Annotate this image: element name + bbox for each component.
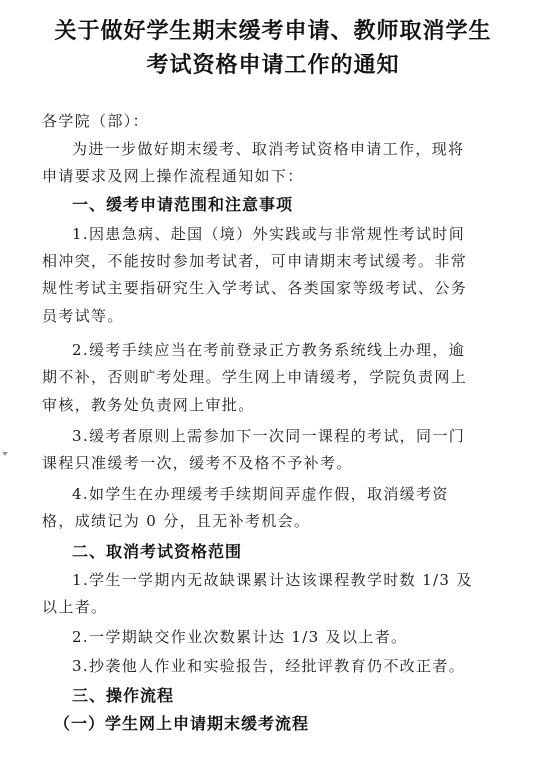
- intro-line: 为进一步做好期末缓考、取消考试资格申请工作，现将: [72, 140, 465, 158]
- subsection-heading: （一）学生网上申请期末缓考流程: [54, 714, 310, 733]
- paragraph-line: 课程只准缓考一次，缓考不及格不予补考。: [42, 454, 353, 472]
- margin-marker-icon: [2, 452, 8, 456]
- paragraph-line: 规性考试主要指研究生入学考试、各类国家等级考试、公务: [42, 279, 468, 297]
- paragraph-line: 2.缓考手续应当在考前登录正方教务系统线上办理，逾: [72, 341, 466, 359]
- paragraph-line: 相冲突，不能按时参加考试者，可申请期末考试缓考。非常: [42, 252, 468, 270]
- document-title-line-2: 考试资格申请工作的通知: [146, 52, 400, 78]
- paragraph-line: 3.缓考者原则上需参加下一次同一课程的考试，同一门: [72, 427, 466, 445]
- document-title-line-1: 关于做好学生期末缓考申请、教师取消学生: [54, 18, 492, 44]
- section-heading-2: 二、取消考试资格范围: [72, 542, 243, 561]
- paragraph-line: 审核，教务处负责网上审批。: [42, 396, 255, 414]
- paragraph-line: 3.抄袭他人作业和实验报告，经批评教育仍不改正者。: [72, 657, 466, 675]
- paragraph-line: 以上者。: [42, 598, 108, 616]
- paragraph-line: 格，成绩记为 0 分，且无补考机会。: [42, 512, 311, 530]
- intro-line: 申请要求及网上操作流程通知如下：: [42, 167, 304, 185]
- paragraph-line: 期不补，否则旷考处理。学生网上申请缓考，学院负责网上: [42, 368, 468, 386]
- salutation: 各学院（部）：: [42, 112, 149, 130]
- paragraph-line: 4.如学生在办理缓考手续期间弄虚作假，取消缓考资: [72, 485, 449, 503]
- paragraph-line: 1.因患急病、赴国（境）外实践或与非常规性考试时间: [72, 225, 466, 243]
- paragraph-line: 员考试等。: [42, 307, 124, 325]
- paragraph-line: 1.学生一学期内无故缺课累计达该课程教学时数 1/3 及: [72, 571, 473, 589]
- section-heading-3: 三、操作流程: [72, 686, 175, 705]
- paragraph-line: 2.一学期缺交作业次数累计达 1/3 及以上者。: [72, 628, 408, 646]
- section-heading-1: 一、缓考申请范围和注意事项: [72, 195, 294, 214]
